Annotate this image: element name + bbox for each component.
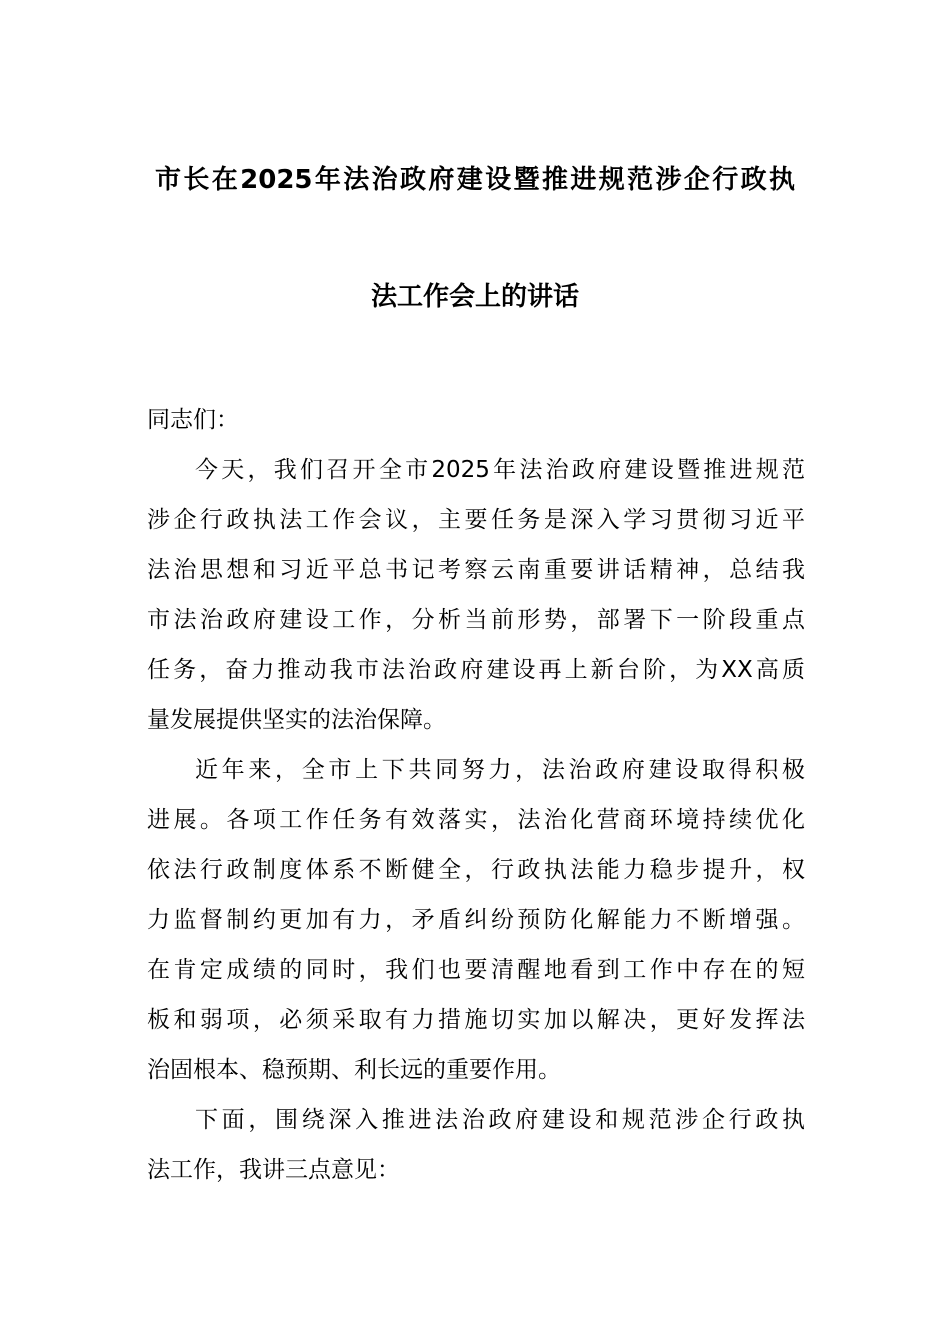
paragraph-line: 近年来，全市上下共同努力，法治政府建设取得积极 [195, 757, 805, 783]
paragraph-line: 涉企行政执法工作会议，主要任务是深入学习贯彻习近平 [147, 507, 805, 533]
paragraph-line: 依法行政制度体系不断健全，行政执法能力稳步提升，权 [147, 857, 805, 883]
paragraph-line: 板和弱项，必须采取有力措施切实加以解决，更好发挥法 [147, 1007, 805, 1033]
paragraph-line: 法工作，我讲三点意见： [147, 1157, 400, 1183]
paragraph [147, 750, 805, 1100]
paragraph-line: 进展。各项工作任务有效落实，法治化营商环境持续优化 [147, 807, 805, 833]
paragraph-line: 力监督制约更加有力，矛盾纠纷预防化解能力不断增强。 [147, 907, 805, 933]
paragraph-line: 治固根本、稳预期、利长远的重要作用。 [147, 1057, 561, 1083]
paragraph-line: 法治思想和习近平总书记考察云南重要讲话精神，总结我 [147, 557, 805, 583]
paragraph-line: 下面，围绕深入推进法治政府建设和规范涉企行政执 [195, 1107, 805, 1133]
document-body [147, 400, 805, 1200]
document-title-line-1: 市长在2025年法治政府建设暨推进规范涉企行政执 [155, 165, 795, 195]
paragraph-line: 在肯定成绩的同时，我们也要清醒地看到工作中存在的短 [147, 957, 805, 983]
paragraph-line: 任务，奋力推动我市法治政府建设再上新台阶，为XX高质 [147, 657, 805, 683]
paragraph-line: 今天，我们召开全市2025年法治政府建设暨推进规范 [195, 457, 805, 483]
document-title-line-2: 法工作会上的讲话 [370, 282, 579, 312]
paragraph [147, 450, 805, 750]
paragraph-line: 量发展提供坚实的法治保障。 [147, 707, 446, 733]
salutation: 同志们： [147, 407, 239, 433]
paragraph-line: 市法治政府建设工作，分析当前形势，部署下一阶段重点 [147, 607, 805, 633]
paragraph [147, 1100, 805, 1200]
